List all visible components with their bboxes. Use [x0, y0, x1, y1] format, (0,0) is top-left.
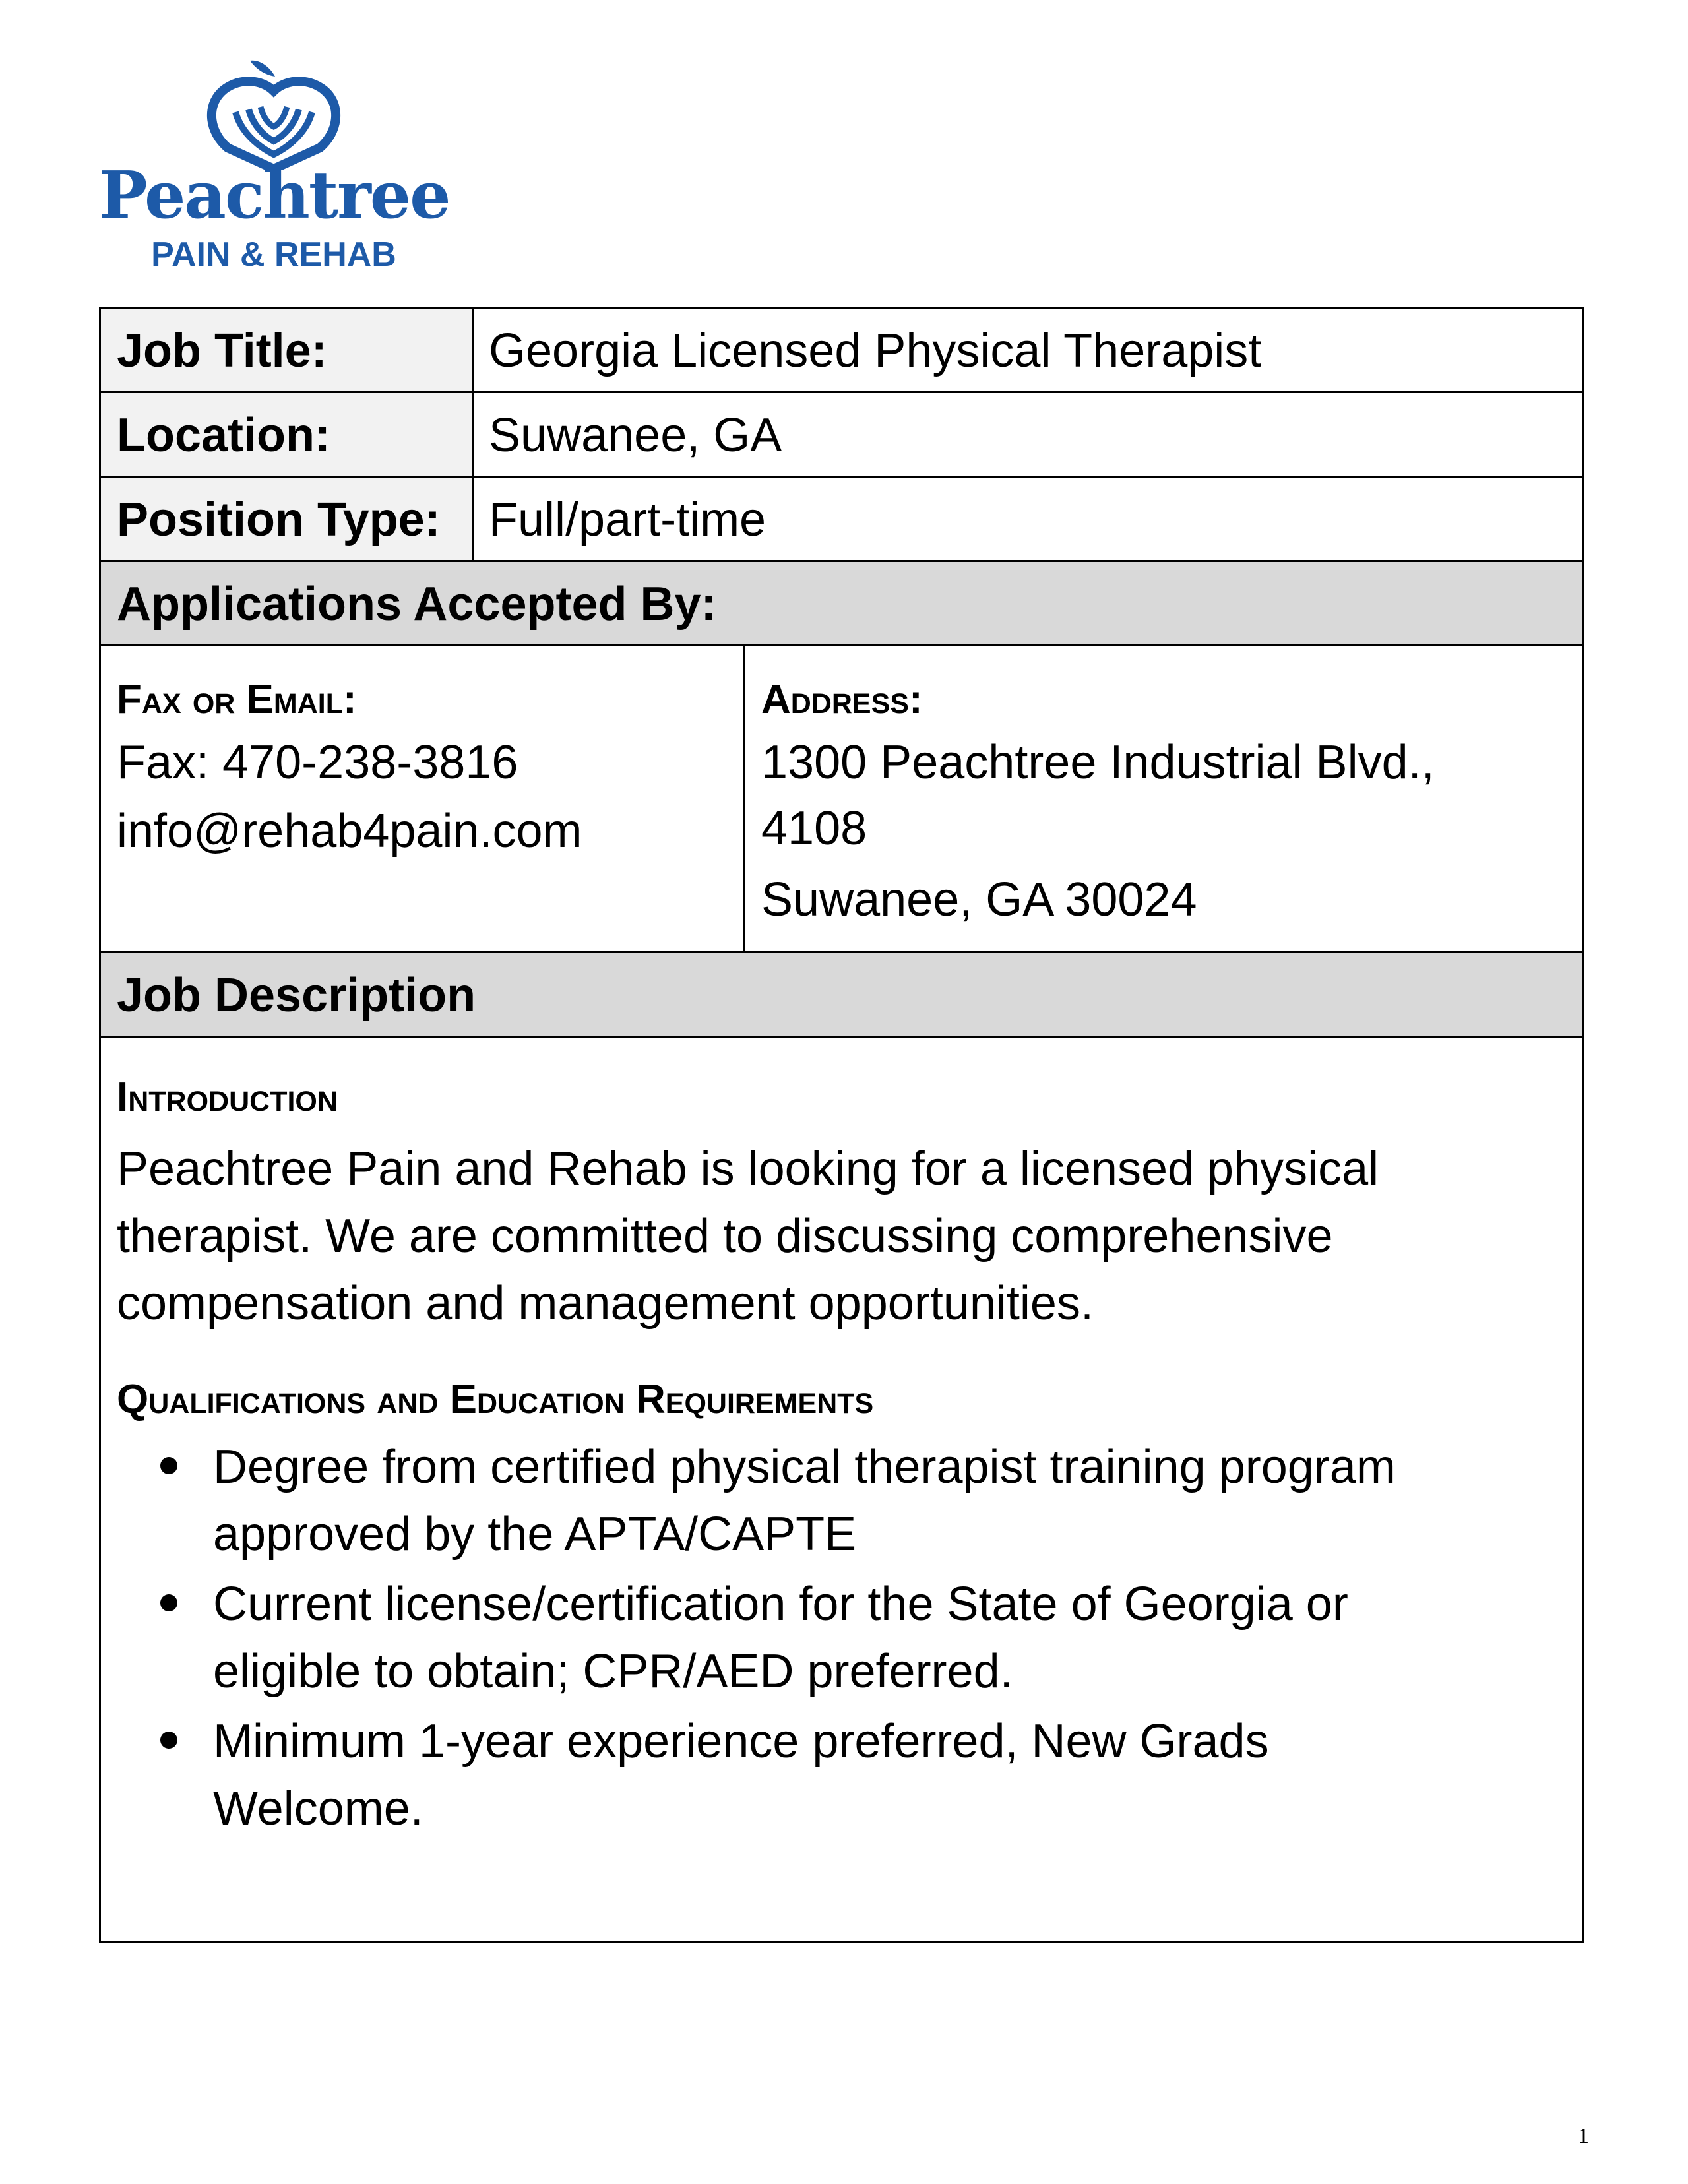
peach-hands-icon: [195, 58, 353, 170]
introduction-line-2: therapist. We are committed to discussing comprehensive: [117, 1210, 1333, 1263]
bullet-icon: [160, 1457, 177, 1474]
qualifications-heading: Qualifications and Education Requirements: [117, 1377, 874, 1422]
bullet-icon: [160, 1594, 177, 1611]
applications-header: Applications Accepted By:: [117, 578, 717, 631]
email-address: info@rehab4pain.com: [117, 805, 582, 858]
address-line-1: 1300 Peachtree Industrial Blvd.,: [761, 736, 1435, 789]
job-posting-table: [99, 307, 1584, 1943]
list-item-line: approved by the APTA/CAPTE: [213, 1508, 857, 1561]
company-logo: [99, 58, 449, 276]
introduction-heading: Introduction: [117, 1075, 338, 1120]
introduction-line-1: Peachtree Pain and Rehab is looking for a licensed physical: [117, 1142, 1379, 1195]
address-heading: Address:: [761, 677, 923, 722]
bullet-icon: [160, 1732, 177, 1749]
fax-number: Fax: 470-238-3816: [117, 736, 518, 789]
location-row: [101, 393, 1582, 478]
job-title-value: Georgia Licensed Physical Therapist: [489, 325, 1262, 377]
fax-email-cell: [101, 646, 745, 951]
job-description-body: [101, 1038, 1582, 1941]
location-label: Location:: [117, 409, 330, 462]
position-type-row: [101, 478, 1582, 562]
introduction-line-3: compensation and management opportunities.: [117, 1277, 1094, 1330]
logo-subtitle: PAIN & REHAB: [151, 235, 396, 274]
introduction-text: [117, 1135, 1555, 1337]
list-item: [160, 1433, 1532, 1568]
fax-email-heading: Fax or Email:: [117, 677, 357, 722]
logo-wordmark: Peachtree: [99, 158, 450, 234]
job-description-header-row: [101, 953, 1582, 1038]
page-number: 1: [1578, 2124, 1589, 2148]
job-title-label-cell: [101, 309, 474, 391]
list-item-line: Current license/certification for the State of Georgia or: [213, 1578, 1348, 1631]
list-item-line: eligible to obtain; CPR/AED preferred.: [213, 1645, 1013, 1698]
job-description-header: Job Description: [117, 969, 476, 1022]
address-cell: [745, 646, 1582, 951]
position-type-label: Position Type:: [117, 493, 441, 546]
list-item-line: Welcome.: [213, 1782, 423, 1835]
address-line-3: Suwanee, GA 30024: [761, 873, 1197, 926]
job-title-label: Job Title:: [117, 325, 327, 377]
applications-header-row: [101, 562, 1582, 646]
list-item-line: Degree from certified physical therapist training program: [213, 1441, 1396, 1493]
location-value: Suwanee, GA: [489, 409, 782, 462]
position-type-value: Full/part-time: [489, 493, 766, 546]
applications-details-row: [101, 646, 1582, 953]
address-line-2: 4108: [761, 802, 867, 855]
location-label-cell: [101, 393, 474, 476]
position-type-label-cell: [101, 478, 474, 560]
qualifications-list: [160, 1433, 1532, 1845]
job-title-row: [101, 309, 1582, 393]
list-item: [160, 1708, 1532, 1842]
list-item-line: Minimum 1-year experience preferred, New Grads: [213, 1715, 1269, 1768]
list-item: [160, 1571, 1532, 1705]
